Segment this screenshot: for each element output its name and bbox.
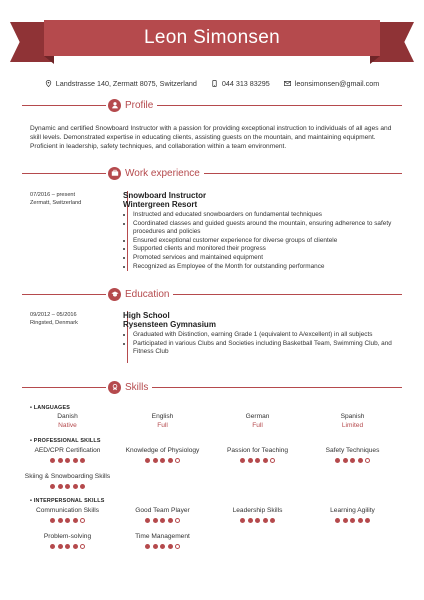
rating-dot-filled [50, 544, 55, 549]
skill-item [115, 447, 210, 463]
section-header-education [22, 287, 402, 301]
entry-meta [30, 311, 106, 327]
rating-dot-filled [248, 458, 253, 463]
person-icon [108, 99, 121, 112]
rating-dot-filled [153, 458, 158, 463]
rating-dot-empty [175, 544, 180, 549]
language-name: Danish [57, 413, 78, 420]
list-item: • Instructed and educated snowboarders on fundamental techniques [133, 211, 395, 220]
skill-name: Safety Techniques [325, 447, 380, 454]
rating-dot-empty [80, 518, 85, 523]
rating-dot-filled [80, 458, 85, 463]
rating-dot-filled [240, 518, 245, 523]
language-level: Full [157, 422, 168, 429]
skill-name: Leadership Skills [232, 507, 283, 514]
language-item [115, 413, 210, 430]
rating-dot-filled [160, 518, 165, 523]
language-item [305, 413, 400, 430]
rating-dot-filled [145, 458, 150, 463]
rating-dot-filled [73, 518, 78, 523]
skill-category-interpersonal: • INTERPERSONAL SKILLS [30, 498, 105, 504]
entry-dates: 07/2016 – present [30, 192, 76, 198]
professional-row-1 [20, 447, 400, 463]
entry-dates: 09/2012 – 05/2016 [30, 312, 77, 318]
education-entry [30, 311, 396, 363]
skill-name: Skiing & Snowboarding Skills [24, 473, 111, 480]
rating-dot-filled [73, 484, 78, 489]
skill-item [20, 473, 115, 489]
rating-dot-filled [58, 458, 63, 463]
rating-dot-filled [263, 518, 268, 523]
contact-phone [211, 79, 270, 88]
phone-icon [211, 80, 218, 87]
skill-rating [20, 458, 115, 463]
list-item: • Ensured exceptional customer experience for diverse groups of clientele [133, 237, 395, 246]
rating-dot-filled [350, 518, 355, 523]
skill-category-professional: • PROFESSIONAL SKILLS [30, 438, 101, 444]
language-name: German [245, 413, 270, 420]
skill-rating [115, 518, 210, 523]
rating-dot-filled [263, 458, 268, 463]
entry-location: Zermatt, Switzerland [30, 200, 82, 206]
rating-dot-empty [80, 544, 85, 549]
professional-row-2 [20, 473, 400, 489]
rating-dot-filled [145, 544, 150, 549]
skill-item [115, 533, 210, 549]
rating-dot-filled [73, 544, 78, 549]
skill-category-languages: • LANGUAGES [30, 405, 71, 411]
language-level: Full [252, 422, 263, 429]
skill-rating [20, 484, 115, 489]
language-level: Native [58, 422, 77, 429]
rating-dot-filled [73, 458, 78, 463]
list-item: • Promoted services and maintained equipment [133, 254, 395, 263]
rating-dot-filled [350, 458, 355, 463]
rating-dot-filled [50, 518, 55, 523]
rating-dot-filled [65, 484, 70, 489]
rating-dot-filled [343, 518, 348, 523]
skill-item [210, 447, 305, 463]
divider [22, 294, 106, 295]
section-header-work [22, 166, 402, 180]
language-item [20, 413, 115, 430]
category-label: INTERPERSONAL SKILLS [33, 498, 105, 504]
rating-dot-filled [160, 458, 165, 463]
skill-rating [210, 458, 305, 463]
skill-name: AED/CPR Certification [34, 447, 101, 454]
contact-address [45, 79, 197, 88]
language-name: English [151, 413, 174, 420]
rating-dot-filled [270, 518, 275, 523]
skill-name: Learning Agility [330, 507, 375, 514]
skill-item [20, 507, 115, 523]
skill-rating [115, 544, 210, 549]
email-text[interactable]: leonsimonsen@gmail.com [294, 79, 380, 88]
entry-role: Snowboard Instructor [123, 191, 207, 200]
list-item: • Supported clients and monitored their progress [133, 245, 395, 254]
rating-dot-filled [58, 518, 63, 523]
language-name: Spanish [340, 413, 365, 420]
envelope-icon [284, 80, 291, 87]
entry-bullets [123, 211, 395, 271]
skill-name: Good Team Player [135, 507, 190, 514]
skill-rating [305, 458, 400, 463]
rating-dot-filled [168, 518, 173, 523]
rating-dot-empty [175, 458, 180, 463]
skill-rating [20, 518, 115, 523]
rating-dot-filled [58, 544, 63, 549]
entry-content [123, 311, 395, 357]
entry-bullets [123, 331, 395, 357]
rating-dot-filled [50, 484, 55, 489]
divider [22, 387, 106, 388]
location-pin-icon [45, 80, 52, 87]
skill-item [20, 447, 115, 463]
rating-dot-filled [80, 484, 85, 489]
divider [173, 294, 402, 295]
rating-dot-empty [175, 518, 180, 523]
list-item: • Graduated with Distinction, earning Grade 1 (equivalent to A/excellent) in all subjects [133, 331, 395, 340]
skill-item [305, 507, 400, 523]
language-item [210, 413, 305, 430]
rating-dot-filled [50, 458, 55, 463]
rating-dot-filled [343, 458, 348, 463]
rating-dot-filled [335, 518, 340, 523]
skill-rating [115, 458, 210, 463]
rating-dot-empty [365, 458, 370, 463]
rating-dot-filled [58, 484, 63, 489]
rating-dot-filled [365, 518, 370, 523]
skill-rating [20, 544, 115, 549]
skill-item [305, 447, 400, 463]
entry-organization: Wintergreen Resort [123, 200, 198, 209]
rating-dot-filled [160, 544, 165, 549]
section-title: Profile [125, 99, 154, 111]
candidate-name: Leon Simonsen [144, 27, 280, 48]
entry-role: High School [123, 311, 170, 320]
divider [204, 173, 402, 174]
rating-dot-filled [248, 518, 253, 523]
phone-text: 044 313 83295 [221, 79, 270, 88]
rating-dot-filled [153, 518, 158, 523]
interpersonal-row-2 [20, 533, 400, 549]
skills-icon [108, 381, 121, 394]
rating-dot-filled [168, 458, 173, 463]
category-label: PROFESSIONAL SKILLS [33, 438, 101, 444]
entry-meta [30, 191, 106, 207]
list-item: • Participated in various Clubs and Societies including Basketball Team, Swimming Club, and Fitness Club [133, 340, 395, 357]
languages-row [20, 413, 400, 430]
work-entry [30, 191, 396, 271]
rating-dot-filled [145, 518, 150, 523]
list-item: • Coordinated classes and guided guests around the mountain, ensuring adherence to safety procedures and policies [133, 220, 395, 237]
entry-organization: Rysensteen Gymnasium [123, 320, 216, 329]
rating-dot-filled [358, 518, 363, 523]
entry-content [123, 191, 395, 271]
contact-email[interactable] [284, 79, 379, 88]
divider [22, 173, 106, 174]
skill-name: Knowledge of Physiology [125, 447, 200, 454]
name-ribbon [0, 0, 424, 74]
rating-dot-filled [358, 458, 363, 463]
section-title: Work experience [125, 167, 200, 179]
rating-dot-filled [153, 544, 158, 549]
rating-dot-filled [240, 458, 245, 463]
briefcase-icon [108, 167, 121, 180]
graduation-cap-icon [108, 288, 121, 301]
rating-dot-filled [255, 458, 260, 463]
language-level: Limited [341, 422, 364, 429]
skill-name: Passion for Teaching [226, 447, 289, 454]
rating-dot-filled [65, 544, 70, 549]
skill-rating [210, 518, 305, 523]
divider [157, 105, 402, 106]
section-title: Skills [125, 381, 149, 393]
skill-item [210, 507, 305, 523]
skill-name: Time Management [135, 533, 190, 540]
section-title: Education [125, 288, 170, 300]
profile-summary: Dynamic and certified Snowboard Instructor with a passion for providing exceptional instruction to individuals of all ages and skill levels. Demonstrated expertise in educating clients, assisting guests on the mountain, and maintaining equipment. Proficient in leadership, safety techniques, and collaboration within a team environment. [30, 125, 392, 150]
skill-rating [305, 518, 400, 523]
section-header-profile [22, 98, 402, 112]
skill-name: Communication Skills [35, 507, 100, 514]
ribbon-banner [44, 20, 380, 56]
entry-location: Ringsted, Denmark [30, 320, 78, 326]
rating-dot-filled [65, 518, 70, 523]
rating-dot-filled [168, 544, 173, 549]
section-header-skills [22, 380, 402, 394]
skill-item [20, 533, 115, 549]
rating-dot-filled [65, 458, 70, 463]
skill-name: Problem-solving [43, 533, 92, 540]
interpersonal-row-1 [20, 507, 400, 523]
rating-dot-filled [335, 458, 340, 463]
divider [152, 387, 402, 388]
address-text: Landstrasse 140, Zermatt 8075, Switzerland [55, 79, 197, 88]
divider [22, 105, 106, 106]
contact-bar [0, 79, 424, 88]
rating-dot-empty [270, 458, 275, 463]
skill-item [115, 507, 210, 523]
category-label: LANGUAGES [33, 405, 71, 411]
rating-dot-filled [255, 518, 260, 523]
list-item: • Recognized as Employee of the Month for outstanding performance [133, 263, 395, 272]
